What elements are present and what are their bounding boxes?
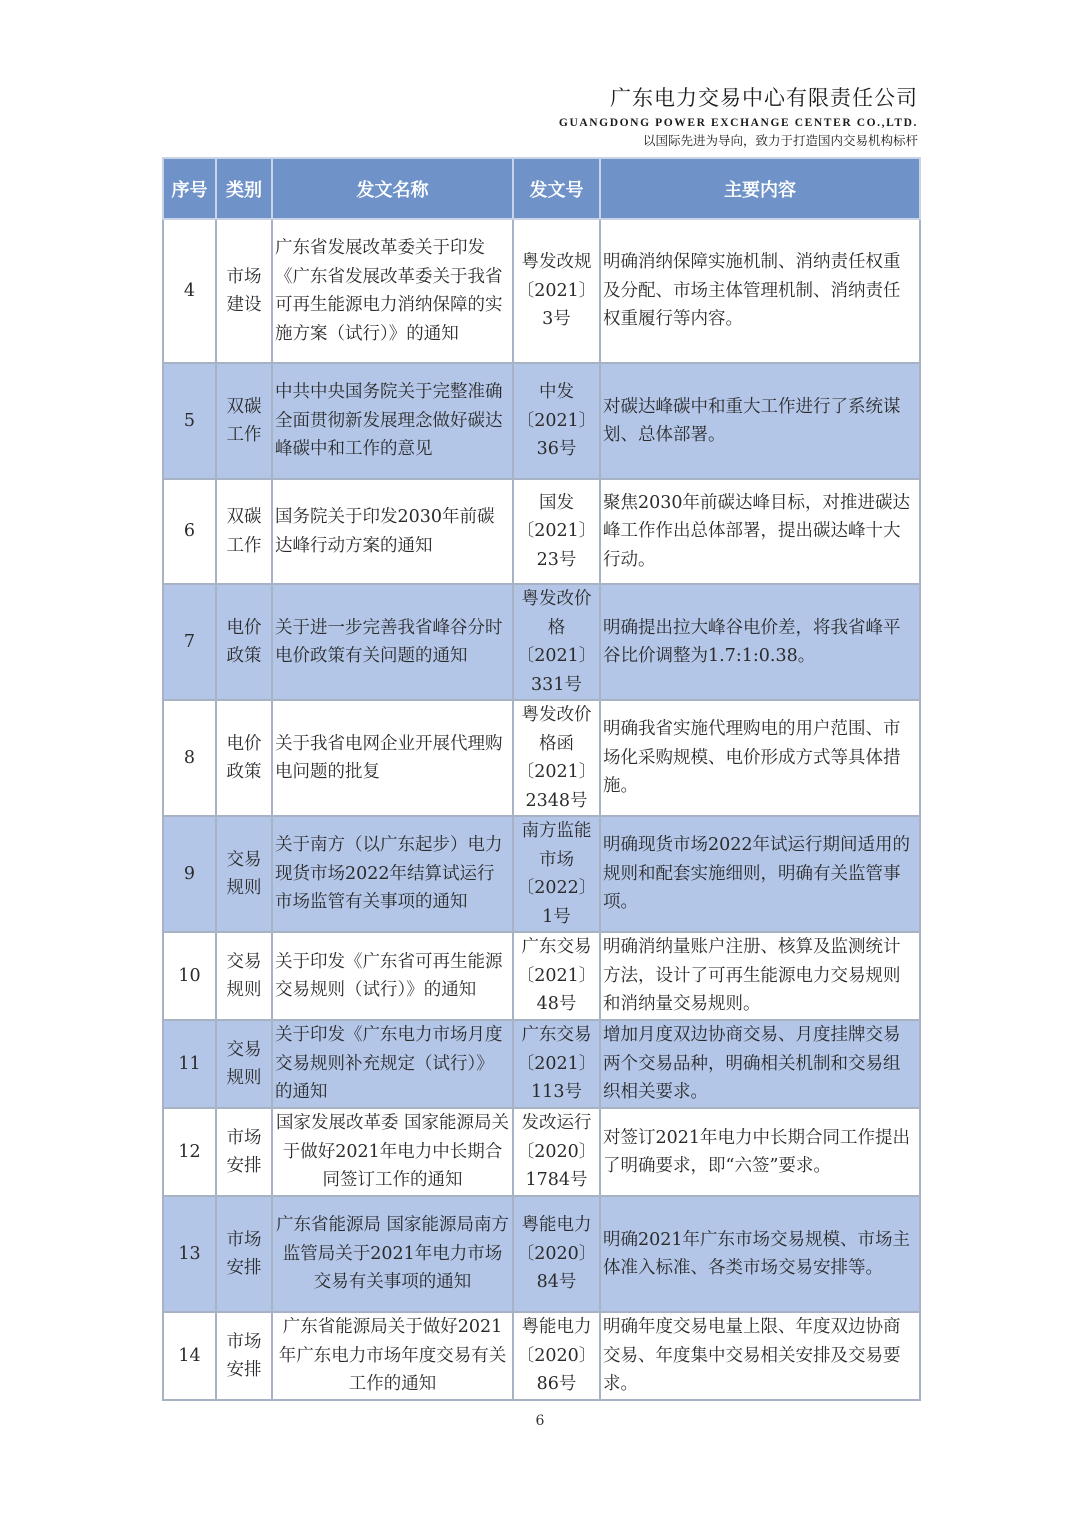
cell-category: 双碳工作 [216,363,272,479]
col-header-no: 序号 [163,158,216,219]
cell-content: 对签订2021年电力中长期合同工作提出了明确要求，即“六签”要求。 [600,1108,920,1196]
cell-content: 明确我省实施代理购电的用户范围、市场化采购规模、电价形成方式等具体措施。 [600,700,920,816]
col-header-title: 发文名称 [272,158,513,219]
cell-content: 聚焦2030年前碳达峰目标，对推进碳达峰工作作出总体部署，提出碳达峰十大行动。 [600,479,920,584]
cell-no: 4 [163,219,216,363]
cell-title: 关于印发《广东省可再生能源交易规则（试行）》的通知 [272,932,513,1020]
cell-title: 广东省发展改革委关于印发《广东省发展改革委关于我省可再生能源电力消纳保障的实施方案（试行）》的通知 [272,219,513,363]
table-row [163,1312,920,1400]
cell-title: 中共中央国务院关于完整准确全面贯彻新发展理念做好碳达峰碳中和工作的意见 [272,363,513,479]
cell-title: 关于我省电网企业开展代理购电问题的批复 [272,700,513,816]
cell-content: 明确消纳量账户注册、核算及监测统计方法，设计了可再生能源电力交易规则和消纳量交易规则。 [600,932,920,1020]
cell-no: 7 [163,584,216,700]
cell-category: 市场建设 [216,219,272,363]
cell-content: 对碳达峰碳中和重大工作进行了系统谋划、总体部署。 [600,363,920,479]
table-row [163,363,920,479]
cell-title: 关于进一步完善我省峰谷分时电价政策有关问题的通知 [272,584,513,700]
cell-content: 明确消纳保障实施机制、消纳责任权重及分配、市场主体管理机制、消纳责任权重履行等内容。 [600,219,920,363]
cell-category: 电价政策 [216,700,272,816]
cell-category: 交易规则 [216,816,272,932]
cell-doc-no: 粤能电力〔2020〕84号 [513,1196,600,1312]
col-header-doc-no: 发文号 [513,158,600,219]
cell-category: 双碳工作 [216,479,272,584]
cell-doc-no: 国发〔2021〕23号 [513,479,600,584]
cell-title: 广东省能源局关于做好2021年广东电力市场年度交易有关工作的通知 [272,1312,513,1400]
page-number: 6 [535,1413,545,1429]
cell-title: 国务院关于印发2030年前碳达峰行动方案的通知 [272,479,513,584]
table-row [163,219,920,363]
cell-no: 12 [163,1108,216,1196]
cell-category: 市场安排 [216,1196,272,1312]
table-row [163,700,920,816]
cell-no: 11 [163,1020,216,1108]
cell-category: 电价政策 [216,584,272,700]
cell-title: 国家发展改革委 国家能源局关于做好2021年电力中长期合同签订工作的通知 [272,1108,513,1196]
cell-title: 关于印发《广东电力市场月度交易规则补充规定（试行）》的通知 [272,1020,513,1108]
cell-category: 交易规则 [216,1020,272,1108]
cell-doc-no: 发改运行〔2020〕1784号 [513,1108,600,1196]
company-name-cn: 广东电力交易中心有限责任公司 [610,86,918,110]
cell-content: 明确现货市场2022年试运行期间适用的规则和配套实施细则，明确有关监管事项。 [600,816,920,932]
cell-category: 市场安排 [216,1108,272,1196]
table-row [163,584,920,700]
letterhead [559,84,918,149]
company-name-en: GUANGDONG POWER EXCHANGE CENTER CO.,LTD. [558,117,918,129]
table-row [163,479,920,584]
cell-no: 6 [163,479,216,584]
cell-no: 9 [163,816,216,932]
col-header-content: 主要内容 [600,158,920,219]
cell-doc-no: 粤发改价格〔2021〕331号 [513,584,600,700]
cell-no: 5 [163,363,216,479]
cell-doc-no: 粤能电力〔2020〕86号 [513,1312,600,1400]
cell-doc-no: 粤发改价格函〔2021〕2348号 [513,700,600,816]
table-row [163,1196,920,1312]
table-row [163,1108,920,1196]
cell-title: 关于南方（以广东起步）电力现货市场2022年结算试运行市场监管有关事项的通知 [272,816,513,932]
cell-doc-no: 粤发改规〔2021〕3号 [513,219,600,363]
table-header-row [163,158,920,219]
cell-doc-no: 南方监能市场〔2022〕1号 [513,816,600,932]
cell-content: 明确年度交易电量上限、年度双边协商交易、年度集中交易相关安排及交易要求。 [600,1312,920,1400]
cell-content: 明确提出拉大峰谷电价差，将我省峰平谷比价调整为1.7:1:0.38。 [600,584,920,700]
table-row [163,932,920,1020]
cell-no: 14 [163,1312,216,1400]
cell-category: 交易规则 [216,932,272,1020]
cell-content: 增加月度双边协商交易、月度挂牌交易两个交易品种，明确相关机制和交易组织相关要求。 [600,1020,920,1108]
cell-no: 10 [163,932,216,1020]
table-row [163,1020,920,1108]
table-row [163,816,920,932]
policy-documents-table [162,157,921,1401]
company-slogan: 以国际先进为导向，致力于打造国内交易机构标杆 [642,133,918,148]
cell-content: 明确2021年广东市场交易规模、市场主体准入标准、各类市场交易安排等。 [600,1196,920,1312]
cell-doc-no: 中发〔2021〕36号 [513,363,600,479]
cell-category: 市场安排 [216,1312,272,1400]
cell-no: 13 [163,1196,216,1312]
cell-title: 广东省能源局 国家能源局南方监管局关于2021年电力市场交易有关事项的通知 [272,1196,513,1312]
cell-doc-no: 广东交易〔2021〕113号 [513,1020,600,1108]
col-header-category: 类别 [216,158,272,219]
cell-no: 8 [163,700,216,816]
cell-doc-no: 广东交易〔2021〕48号 [513,932,600,1020]
